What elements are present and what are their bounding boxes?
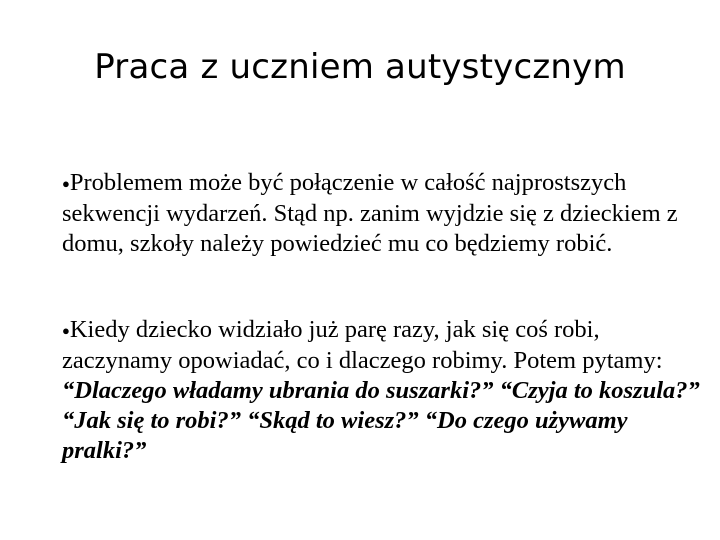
slide-body (62, 168, 702, 466)
slide-title: Praca z uczniem autystycznym (94, 47, 626, 87)
bullet-paragraph-1 (62, 168, 702, 259)
bullet-paragraph-2 (62, 315, 702, 466)
bullet-icon: ● (62, 323, 70, 338)
paragraph-1-text: Problemem może być połączenie w całość najprostszych sekwencji wydarzeń. Stąd np. zanim wyjdzie się z dzieckiem z domu, szkoły należy powiedzieć mu co będziemy robić. (62, 169, 678, 257)
paragraph-2-questions: “Dlaczego władamy ubrania do suszarki?” “Czyja to koszula?” “Jak się to robi?” “Skąd to wiesz?” “Do czego używamy pralki?” (62, 377, 700, 464)
bullet-icon: ● (62, 176, 70, 191)
paragraph-2-text: Kiedy dziecko widziało już parę razy, jak się coś robi, zaczynamy opowiadać, co i dlaczego robimy. Potem pytamy: (62, 316, 663, 374)
